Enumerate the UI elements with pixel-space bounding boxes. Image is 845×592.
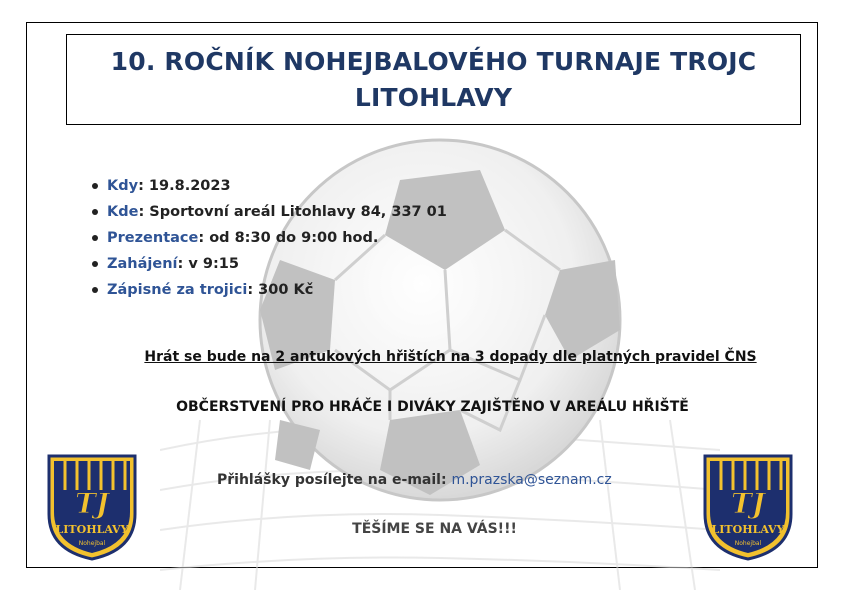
tj-litohlavy-logo (45, 452, 139, 562)
bullet-icon (92, 287, 98, 293)
rules-text: Hrát se bude na 2 antukových hřištích na 3 dopady dle platných pravidel ČNS (144, 349, 757, 365)
info-item-fee (92, 277, 447, 303)
info-value: : Sportovní areál Litohlavy 84, 337 01 (138, 204, 447, 220)
info-item-date (92, 173, 447, 199)
bullet-icon (92, 209, 98, 215)
info-item-place (92, 199, 447, 225)
info-item-start (92, 251, 447, 277)
info-label: Prezentace (107, 230, 199, 246)
refreshments-note: OBČERSTVENÍ PRO HRÁČE I DIVÁKY ZAJIŠTĚNO V AREÁLU HŘIŠTĚ (176, 399, 689, 415)
bullet-icon (92, 261, 98, 267)
info-item-registration (92, 225, 447, 251)
info-label: Kdy (107, 178, 139, 194)
info-value: : 19.8.2023 (138, 178, 231, 194)
info-label: Kde (107, 204, 139, 220)
closing-text: TĚŠÍME SE NA VÁS!!! (352, 521, 517, 537)
email-line (217, 472, 612, 488)
logo-big-text: TJ (730, 487, 766, 520)
rules-note (0, 349, 845, 365)
title-line-1: 10. ROČNÍK NOHEJBALOVÉHO TURNAJE TROJC (110, 46, 757, 76)
bullet-icon (92, 183, 98, 189)
logo-name: LITOHLAVY (55, 523, 129, 536)
tj-litohlavy-logo (701, 452, 795, 562)
logo-name: LITOHLAVY (711, 523, 785, 536)
info-label: Zahájení (107, 256, 178, 272)
title-line-2: LITOHLAVY (354, 82, 513, 112)
info-label: Zápisné za trojici (107, 282, 248, 298)
bullet-icon (92, 235, 98, 241)
title-box (66, 34, 801, 125)
logo-sub: Nohejbal (734, 540, 762, 547)
logo-sub: Nohejbal (78, 540, 106, 547)
email-label: Přihlášky posílejte na e-mail: (217, 472, 452, 488)
logo-big-text: TJ (74, 487, 110, 520)
info-value: : od 8:30 do 9:00 hod. (198, 230, 379, 246)
info-list (92, 173, 447, 303)
info-value: : v 9:15 (177, 256, 239, 272)
info-value: : 300 Kč (247, 282, 314, 298)
email-address-link[interactable]: m.prazska@seznam.cz (451, 472, 612, 488)
